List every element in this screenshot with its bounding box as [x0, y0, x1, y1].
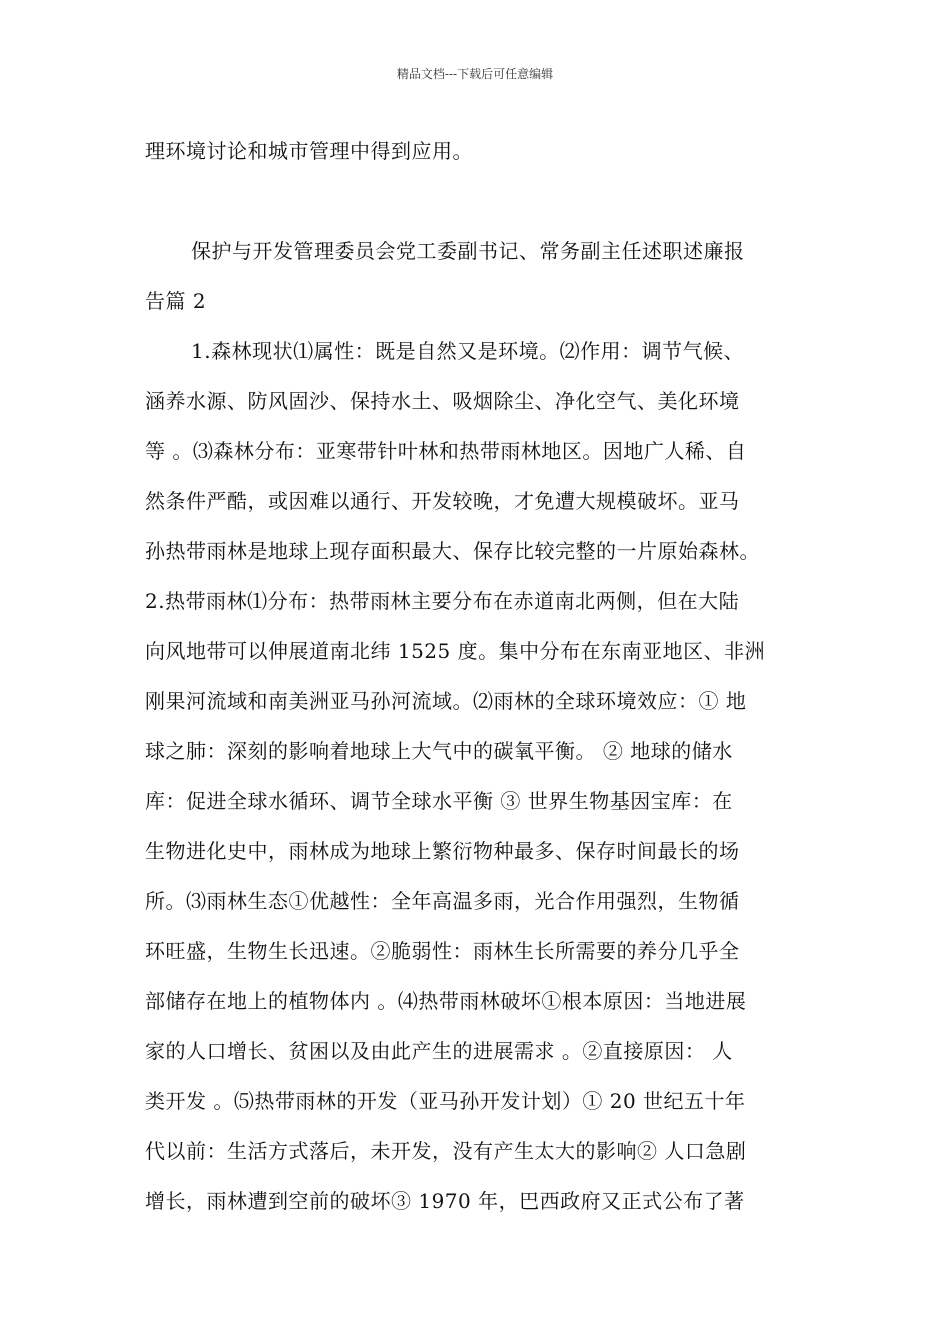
- text-line: 刚果河流域和南美洲亚马孙河流域。⑵雨林的全球环境效应：① 地: [145, 689, 747, 713]
- text-line: 涵养水源、防风固沙、保持水土、吸烟除尘、净化空气、美化环境: [145, 389, 740, 413]
- text-line: 类开发 。⑸热带雨林的开发（亚马孙开发计划）① 20 世纪五十年: [145, 1089, 746, 1113]
- text-line: 生物进化史中，雨林成为地球上繁衍物种最多、保存时间最长的场: [145, 839, 740, 863]
- text-line: 增长，雨林遭到空前的破坏③ 1970 年，巴西政府又正式公布了著: [145, 1189, 745, 1213]
- text-line: 库：促进全球水循环、调节全球水平衡 ③ 世界生物基因宝库：在: [145, 789, 733, 813]
- text-line: 球之肺：深刻的影响着地球上大气中的碳氧平衡。 ② 地球的储水: [145, 739, 733, 763]
- text-line: 环旺盛，生物生长迅速。②脆弱性：雨林生长所需要的养分几乎全: [145, 939, 740, 963]
- text-line: 等 。⑶森林分布：亚寒带针叶林和热带雨林地区。因地广人稀、自: [145, 439, 747, 463]
- text-line: 所。⑶雨林生态①优越性：全年高温多雨，光合作用强烈，生物循: [145, 889, 740, 913]
- text-line: 向风地带可以伸展道南北纬 1525 度。集中分布在东南亚地区、非洲: [145, 639, 766, 663]
- text-line: 然条件严酷，或因难以通行、开发较晚，才免遭大规模破坏。亚马: [145, 489, 740, 513]
- text-line: 1.森林现状⑴属性：既是自然又是环境。⑵作用：调节气候、: [191, 339, 745, 363]
- section-title: 保护与开发管理委员会党工委副书记、常务副主任述职述廉报: [191, 239, 745, 263]
- text-line: 孙热带雨林是地球上现存面积最大、保存比较完整的一片原始森林。: [145, 539, 760, 563]
- text-line: 代以前：生活方式落后，未开发，没有产生太大的影响② 人口急剧: [145, 1139, 747, 1163]
- text-line: 家的人口增长、贫困以及由此产生的进展需求 。②直接原因： 人: [145, 1039, 733, 1063]
- text-line: 理环境讨论和城市管理中得到应用。: [145, 139, 473, 163]
- text-line: 2.热带雨林⑴分布：热带雨林主要分布在赤道南北两侧，但在大陆: [145, 589, 740, 613]
- text-line: 部储存在地上的植物体内 。⑷热带雨林破坏①根本原因：当地进展: [145, 989, 747, 1013]
- page-header: 精品文档---下载后可任意编辑: [396, 67, 554, 81]
- section-title-continued: 告篇 2: [145, 289, 207, 313]
